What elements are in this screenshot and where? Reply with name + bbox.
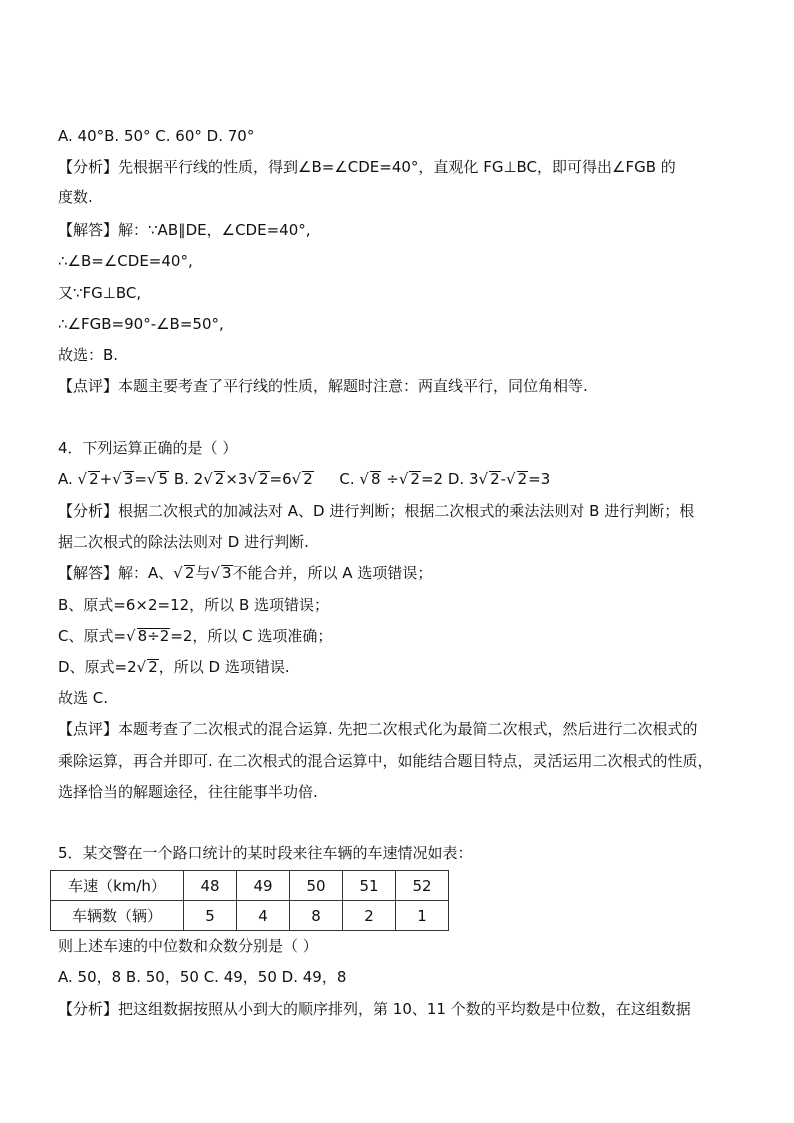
table-cell: 8 — [290, 901, 343, 931]
q4-answer-line-4: D、原式=2√ 2，所以 D 选项错误. — [58, 657, 290, 677]
q3-options: A. 40°B. 50° C. 60° D. 70° — [58, 127, 255, 145]
radicand: 5 — [158, 470, 169, 488]
option-a-label: A. — [58, 470, 73, 488]
answer-tag: 【解答】 — [58, 564, 119, 582]
table-cell: 52 — [396, 871, 449, 901]
radicand: 3 — [123, 470, 134, 488]
speed-table — [50, 870, 449, 931]
table-cell: 5 — [184, 901, 237, 931]
q5-options: A. 50，8 B. 50，50 C. 49，50 D. 49，8 — [58, 968, 347, 986]
table-cell: 1 — [396, 901, 449, 931]
answer-tag: 【解答】 — [58, 221, 119, 239]
option-d-label: D. — [447, 470, 465, 488]
analysis-tag: 【分析】 — [58, 158, 119, 176]
table-row — [51, 871, 449, 901]
option-c-expression: √ 8 ÷√ 2=2 — [359, 470, 443, 488]
option-b-label: B. — [173, 470, 189, 488]
analysis-tag: 【分析】 — [58, 502, 119, 520]
q4-answer-line-3: C、原式=√ 8÷2=2，所以 C 选项准确； — [58, 626, 332, 646]
q3-comment-line — [58, 376, 588, 396]
analysis-text: 先根据平行线的性质，得到∠B=∠CDE=40°，直观化 FG⊥BC，即可得出∠FGB 的 — [118, 158, 676, 176]
radicand: 2 — [517, 470, 528, 488]
q4-options — [58, 469, 550, 489]
table-header-cell: 车速（km/h） — [51, 871, 184, 901]
radicand: 3 — [221, 564, 232, 582]
radicand: 2 — [214, 470, 225, 488]
q4-comment-line-3: 选择恰当的解题途径，往往能事半功倍. — [58, 783, 318, 801]
q3-answer-line-1 — [58, 220, 311, 240]
comment-text: 本题主要考查了平行线的性质，解题时注意：两直线平行，同位角相等. — [118, 377, 588, 395]
table-header-cell: 车辆数（辆） — [51, 901, 184, 931]
radicand: 2 — [303, 470, 313, 488]
q4-stem: 4．下列运算正确的是（ ） — [58, 439, 238, 457]
table-cell: 49 — [237, 871, 290, 901]
radicand: 8 — [370, 470, 381, 488]
option-d-expression: 3√ 2-√ 2=3 — [469, 470, 550, 488]
radicand: 2 — [89, 470, 99, 488]
analysis-text: 根据二次根式的加减法对 A、D 进行判断；根据二次根式的乘法法则对 B 进行判断；根 — [118, 502, 695, 520]
radicand: 2 — [490, 470, 500, 488]
q3-answer-line-3: 又∵FG⊥BC, — [58, 284, 142, 302]
answer-text: 解：∵AB∥DE，∠CDE=40°, — [118, 221, 311, 239]
q4-analysis-line-2: 据二次根式的除法法则对 D 进行判断. — [58, 533, 309, 551]
q5-stem: 5．某交警在一个路口统计的某时段来往车辆的车速情况如表： — [58, 844, 473, 862]
radicand: 8÷2 — [137, 627, 170, 645]
option-a-expression: √ 2+√ 3=√ 5 — [78, 470, 169, 488]
q4-comment-line-1 — [58, 719, 698, 739]
option-b-expression: 2√ 2×3√ 2=6√ 2 — [194, 470, 314, 488]
option-c-label: C. — [339, 470, 355, 488]
q4-analysis-line-1 — [58, 501, 694, 521]
q3-answer-line-4: ∴∠FGB=90°-∠B=50°, — [58, 315, 224, 333]
table-cell: 2 — [343, 901, 396, 931]
q4-answer-line-5: 故选 C. — [58, 689, 109, 707]
q5-question: 则上述车速的中位数和众数分别是（ ） — [58, 937, 318, 955]
radicand: 2 — [410, 470, 420, 488]
table-row — [51, 901, 449, 931]
analysis-tag: 【分析】 — [58, 1000, 119, 1018]
comment-tag: 【点评】 — [58, 720, 119, 738]
table-cell: 51 — [343, 871, 396, 901]
q3-answer-line-5: 故选：B. — [58, 346, 119, 364]
comment-text: 本题考查了二次根式的混合运算. 先把二次根式化为最简二次根式，然后进行二次根式的 — [118, 720, 698, 738]
radicand: 2 — [148, 658, 158, 676]
table-cell: 48 — [184, 871, 237, 901]
q4-comment-line-2: 乘除运算，再合并即可. 在二次根式的混合运算中，如能结合题目特点，灵活运用二次根式的性质， — [58, 752, 713, 770]
q3-answer-line-2: ∴∠B=∠CDE=40°, — [58, 252, 193, 270]
analysis-text: 把这组数据按照从小到大的顺序排列，第 10、11 个数的平均数是中位数，在这组数据 — [118, 1000, 691, 1018]
table-cell: 4 — [237, 901, 290, 931]
table-cell: 50 — [290, 871, 343, 901]
radicand: 2 — [184, 564, 195, 582]
q4-answer-line-1: 【解答】解：A、√ 2与√ 3不能合并，所以 A 选项错误； — [58, 563, 432, 583]
q3-analysis-line-1 — [58, 157, 676, 177]
q5-analysis-line-1 — [58, 999, 691, 1019]
radicand: 2 — [259, 470, 269, 488]
q4-answer-line-2: B、原式=6×2=12，所以 B 选项错误； — [58, 596, 329, 614]
comment-tag: 【点评】 — [58, 377, 119, 395]
q3-analysis-line-2: 度数. — [58, 188, 93, 206]
